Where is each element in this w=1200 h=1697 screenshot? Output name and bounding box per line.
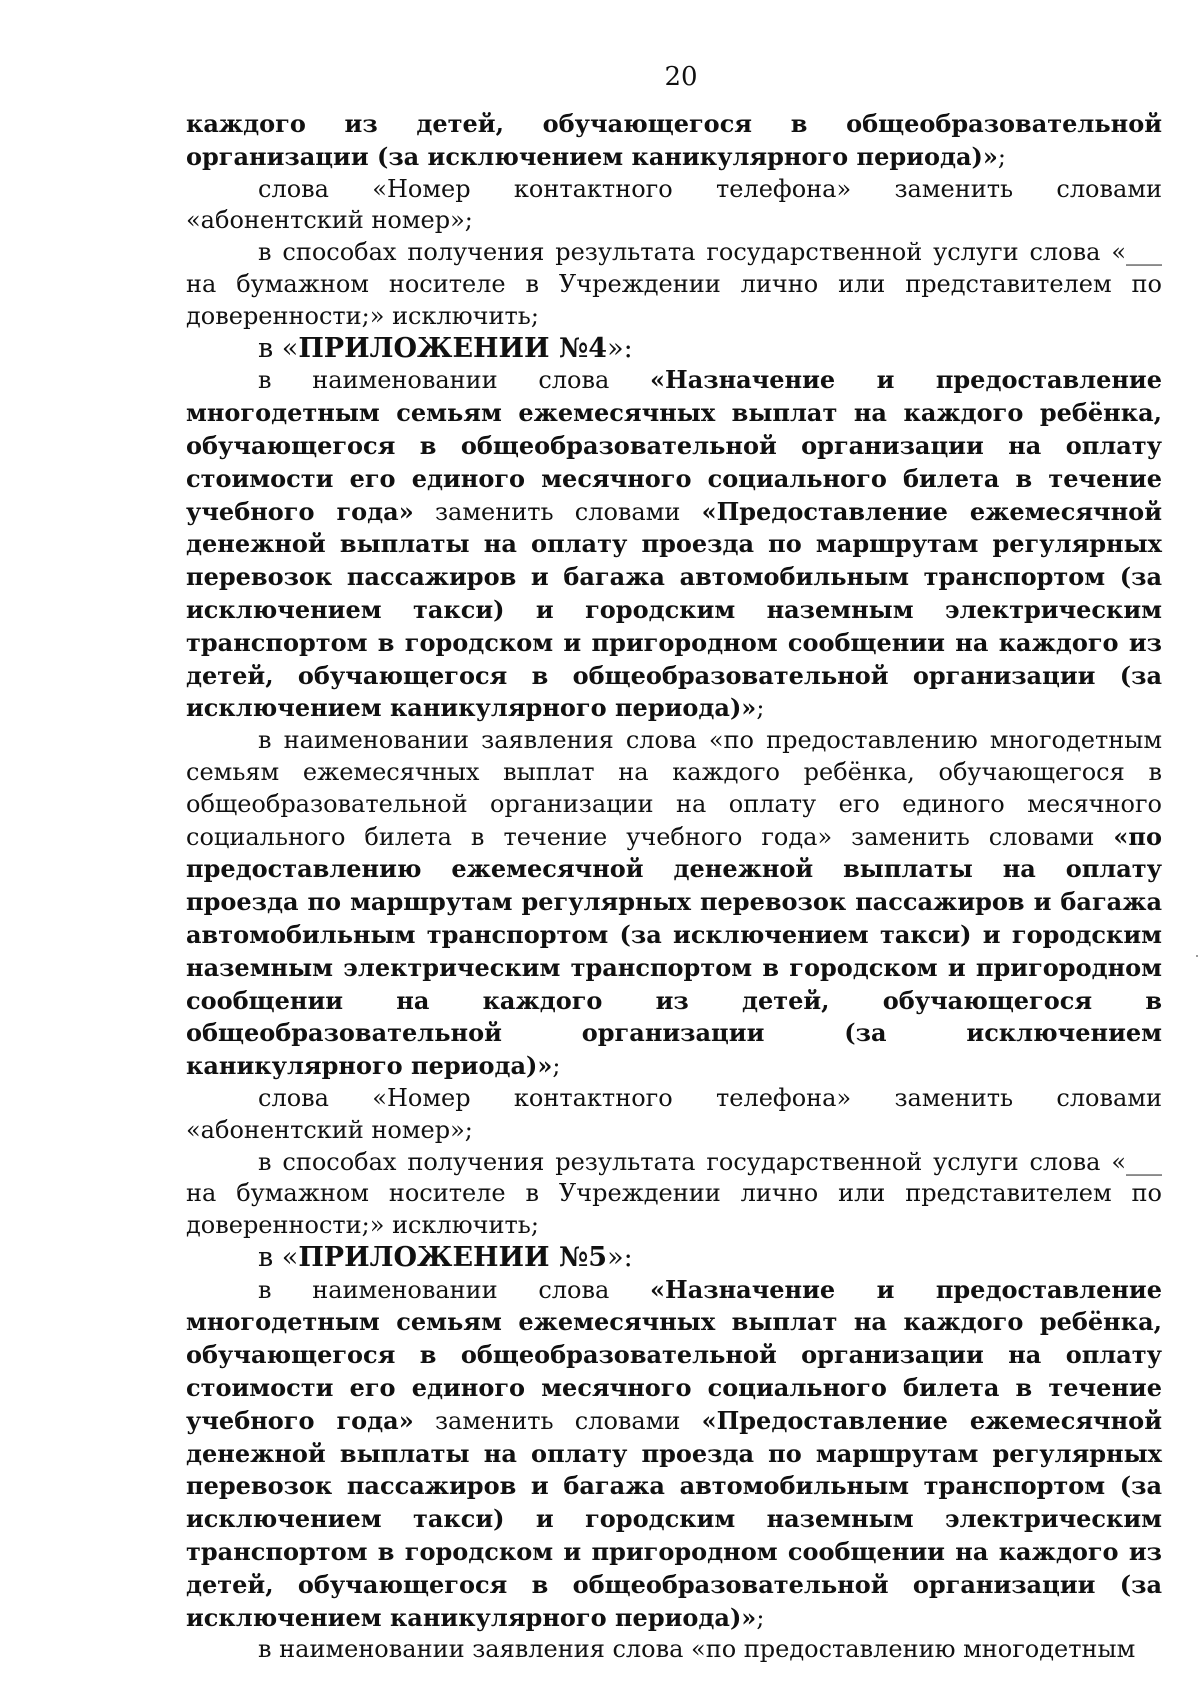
text-run: »:: [607, 1241, 633, 1273]
text-run: в «: [258, 1241, 299, 1273]
bold-text-run: «по предоставлению ежемесячной денежной выплаты на оплату проезда по маршрутам регулярных перевозок пассажиров и багажа автомобильным транспортом (за исключением такси) и городским наземным электрическим транспортом в городском и пригородном сообщении на каждого из детей, обучающегося в общеобразовательной организации (за исключением каникулярного периода)»: [186, 821, 1162, 1081]
text-run: ;: [756, 1603, 765, 1632]
section-heading: [186, 1242, 1162, 1274]
text-run: слова «Номер контактного телефона» заменить словами «абонентский номер»;: [186, 174, 1162, 235]
paragraph: [186, 1147, 1162, 1242]
paragraph: [186, 1634, 1162, 1666]
bold-text-run: ПРИЛОЖЕНИИ №4: [298, 332, 608, 364]
paragraph: [186, 725, 1162, 1083]
paragraph: [186, 108, 1162, 174]
paragraph: [186, 174, 1162, 238]
bold-text-run: ПРИЛОЖЕНИИ №5: [298, 1241, 608, 1273]
bold-text-run: «Назначение и предоставление многодетным семьям ежемесячных выплат на каждого ребёнка, обучающегося в общеобразовательной организации на оплату стоимости его единого месячного социального билета в течение учебного года»: [186, 365, 1162, 526]
text-run: ;: [997, 142, 1006, 171]
bold-text-run: каждого из детей, обучающегося в общеобразовательной организации (за исключением каникулярного периода)»: [186, 109, 1162, 171]
text-run: в наименовании заявления слова «по предоставлению многодетным семьям ежемесячных выплат на каждого ребёнка, обучающегося в общеобразовательной организации на оплату его единого месячного социального билета в течение учебного года» заменить словами: [186, 726, 1162, 851]
paragraph: [186, 364, 1162, 725]
paragraph: [186, 237, 1162, 332]
scan-speck: [1196, 955, 1198, 957]
page-number: 20: [664, 62, 698, 92]
text-run: в наименовании заявления слова «по предоставлению многодетным: [258, 1635, 1136, 1664]
text-run: в способах получения результата государственной услуги слова «___ на бумажном носителе в Учреждении лично или представителем по доверенности;» исключить;: [186, 1147, 1162, 1240]
text-run: в «: [258, 332, 299, 364]
paragraph: [186, 1083, 1162, 1147]
text-run: в способах получения результата государственной услуги слова «___ на бумажном носителе в Учреждении лично или представителем по доверенности;» исключить;: [186, 238, 1162, 330]
text-run: в наименовании слова: [258, 1275, 651, 1304]
text-run: в наименовании слова: [258, 366, 651, 395]
text-run: заменить словами: [413, 497, 702, 526]
bold-text-run: «Предоставление ежемесячной денежной выплаты на оплату проезда по маршрутам регулярных перевозок пассажиров и багажа автомобильным транспортом (за исключением такси) и городским наземным электрическим транспортом в городском и пригородном сообщении на каждого из детей, обучающегося в общеобразовательной организации (за исключением каникулярного периода)»: [186, 496, 1162, 723]
text-run: »:: [607, 332, 633, 364]
paragraph: [186, 1274, 1162, 1635]
text-run: заменить словами: [413, 1406, 702, 1435]
bold-text-run: «Назначение и предоставление многодетным семьям ежемесячных выплат на каждого ребёнка, обучающегося в общеобразовательной организации на оплату стоимости его единого месячного социального билета в течение учебного года»: [186, 1274, 1162, 1435]
section-heading: [186, 333, 1162, 365]
text-run: слова «Номер контактного телефона» заменить словами «абонентский номер»;: [186, 1083, 1162, 1144]
document-body: [186, 108, 1162, 1666]
text-run: ;: [756, 694, 765, 723]
bold-text-run: «Предоставление ежемесячной денежной выплаты на оплату проезда по маршрутам регулярных перевозок пассажиров и багажа автомобильным транспортом (за исключением такси) и городским наземным электрическим транспортом в городском и пригородном сообщении на каждого из детей, обучающегося в общеобразовательной организации (за исключением каникулярного периода)»: [186, 1405, 1162, 1632]
text-run: ;: [552, 1052, 561, 1081]
